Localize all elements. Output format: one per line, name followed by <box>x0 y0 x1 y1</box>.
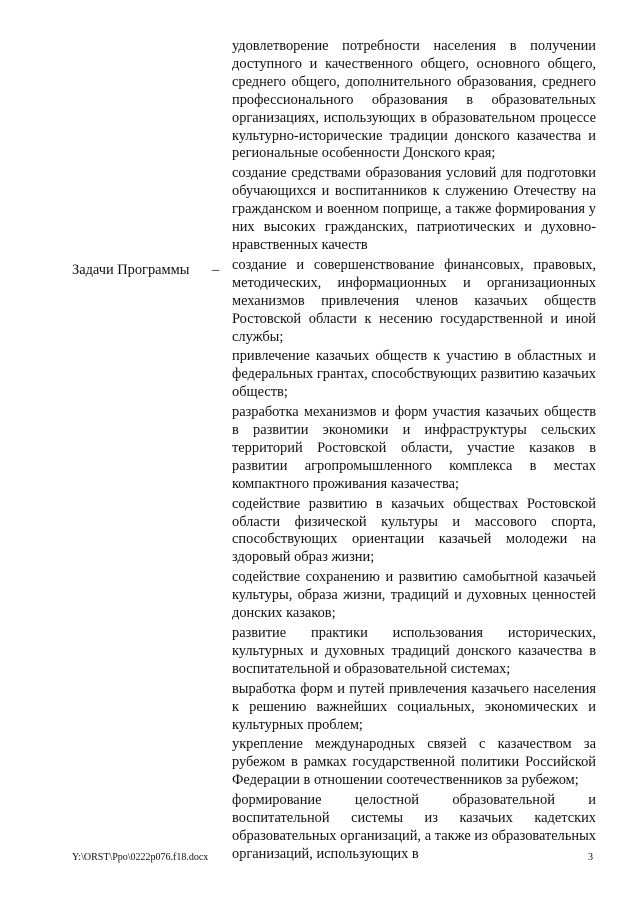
task-paragraph: содействие развитию в казачьих обществах Ростовской области физической культуры и массового спорта, способствующих ориентации казачьей молодежи на здоровый образ жизни; <box>232 495 596 566</box>
task-paragraph: разработка механизмов и форм участия казачьих обществ в развитии экономики и инфраструктуры сельских территорий Ростовской области, участие казаков в развитии агропромышленного комплекса в местах компактного проживания казачества; <box>232 404 596 492</box>
footer-file-path: Y:\ORST\Ppo\0222p076.f18.docx <box>72 852 209 863</box>
goal-paragraph: создание средствами образования условий для подготовки обучающихся и воспитанников к служению Отечеству на гражданском и военном поприще, а также формирования у них высоких гражданских, патриотических и духовно-нравственных качеств <box>232 165 596 253</box>
task-paragraph: выработка форм и путей привлечения казачьего населения к решению важнейших социальных, экономических и культурных проблем; <box>232 680 596 733</box>
footer-page-number: 3 <box>588 852 593 863</box>
task-paragraph: формирование целостной образовательной и воспитательной системы из казачьих кадетских образовательных организаций, а также из образовательных организаций, использующих в <box>232 792 596 862</box>
task-paragraph: создание и совершенствование финансовых, правовых, методических, информационных и организационных механизмов привлечения членов казачьих обществ Ростовской области к несению государственной и иной службы; <box>232 256 596 345</box>
task-paragraph: укрепление международных связей с казачеством за рубежом в рамках государственной политики Российской Федерации в отношении соотечественников за рубежом; <box>232 736 596 789</box>
task-paragraph: развитие практики использования исторических, культурных и духовных традиций донского казачества в воспитательной и образовательной системах; <box>232 625 596 677</box>
section-dash: – <box>212 262 220 278</box>
content-column <box>232 38 596 866</box>
section-label: Задачи Программы <box>72 262 190 278</box>
goal-paragraph: удовлетворение потребности населения в получении доступного и качественного общего, основного общего, среднего общего, дополнительного образования, среднего профессионального образования в образовательных организациях, использующих в образовательном процессе культурно-исторические традиции донского казачества и региональные особенности Донского края; <box>232 38 596 162</box>
task-paragraph: содействие сохранению и развитию самобытной казачьей культуры, образа жизни, традиций и духовных ценностей донских казаков; <box>232 569 596 622</box>
task-paragraph: привлечение казачьих обществ к участию в областных и федеральных грантах, способствующих развитию казачьих обществ; <box>232 348 596 401</box>
